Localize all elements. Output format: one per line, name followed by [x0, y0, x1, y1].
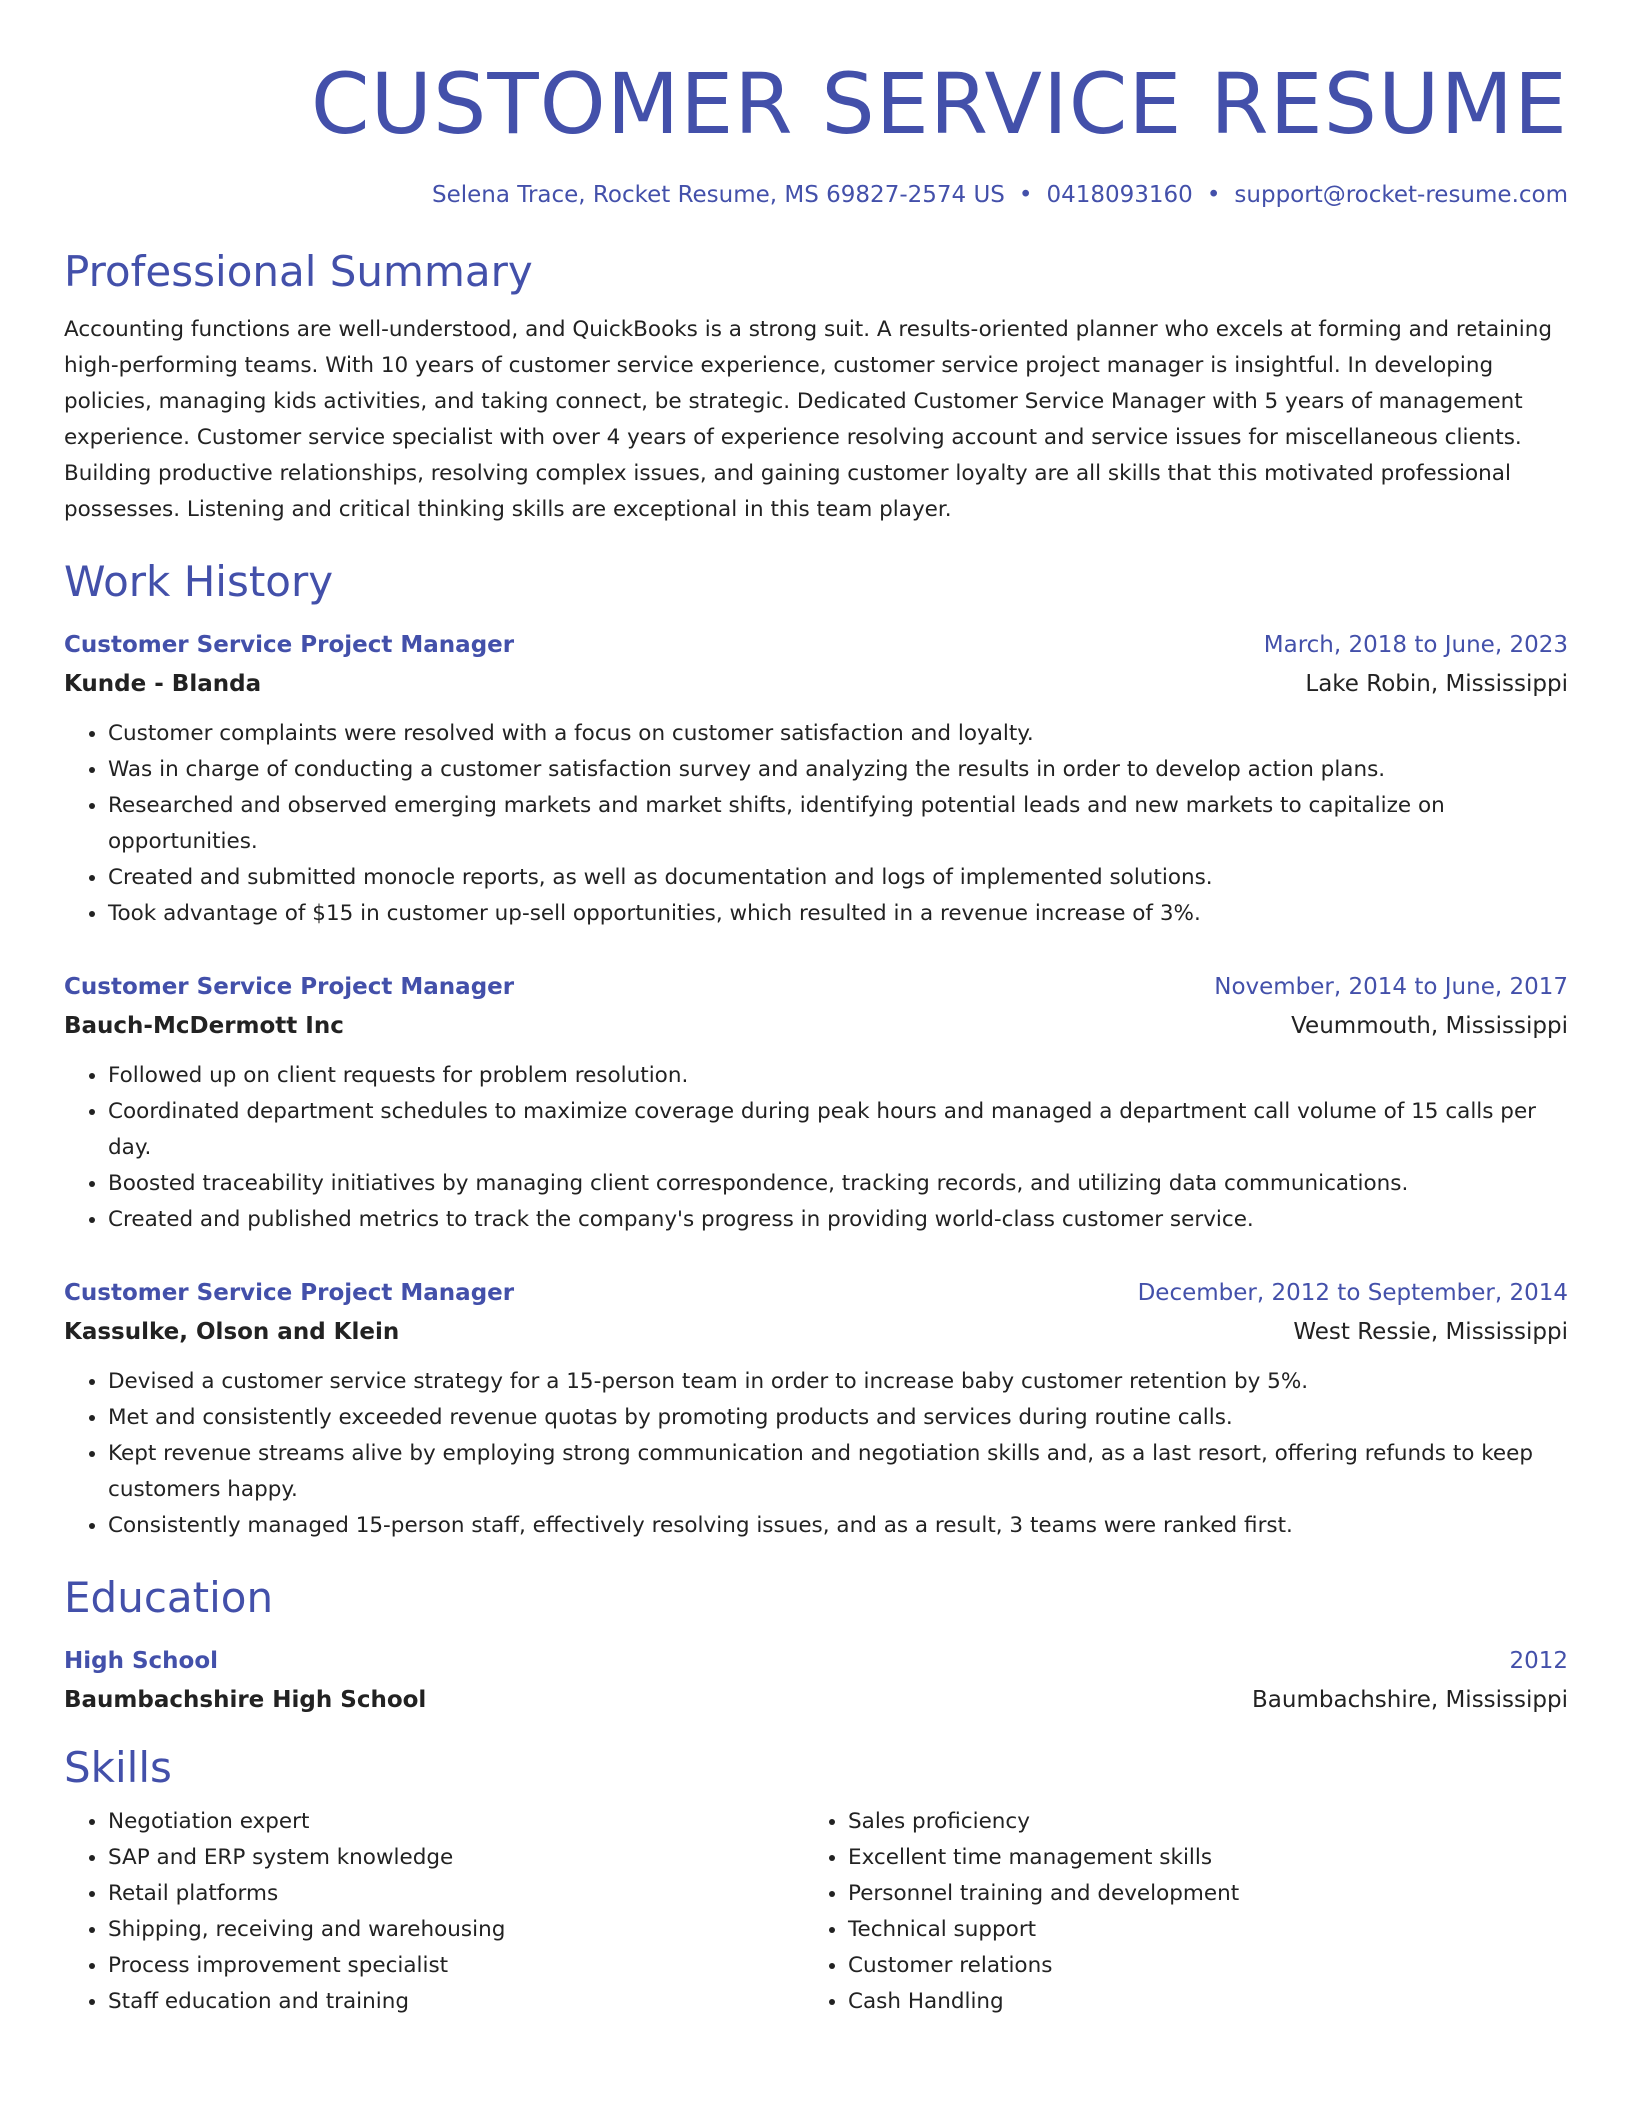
skill-item: • Cash Handling	[848, 1984, 1568, 2020]
work-history-heading: Work History	[64, 557, 334, 606]
skill-item: • SAP and ERP system knowledge	[108, 1840, 804, 1876]
work-history-list	[64, 626, 1568, 1544]
skill-item: • Staff education and training	[108, 1984, 804, 2020]
job-bullet: • Kept revenue streams alive by employing strong communication and negotiation skills and, as a last resort, offering refunds to keep customers happy.	[108, 1436, 1568, 1508]
skill-item: • Retail platforms	[108, 1876, 804, 1912]
job-bullet: • Coordinated department schedules to maximize coverage during peak hours and managed a department call volume of 15 calls per day.	[108, 1094, 1568, 1166]
job-bullet: • Was in charge of conducting a customer satisfaction survey and analyzing the results in order to develop action plans.	[108, 752, 1568, 788]
job-title: Customer Service Project Manager	[64, 1280, 515, 1306]
job-title: Customer Service Project Manager	[64, 974, 515, 1000]
job-location: Lake Robin, Mississippi	[1305, 671, 1568, 697]
job-dates: December, 2012 to September, 2014	[1137, 1280, 1568, 1306]
education-location: Baumbachshire, Mississippi	[1252, 1687, 1568, 1713]
job-entry	[64, 968, 1568, 1238]
skills-list	[64, 1804, 1568, 2020]
skill-item: • Customer relations	[848, 1948, 1568, 1984]
summary-heading: Professional Summary	[64, 247, 533, 296]
education-degree: High School	[64, 1648, 219, 1674]
skills-heading: Skills	[64, 1743, 172, 1792]
job-bullet: • Devised a customer service strategy for a 15-person team in order to increase baby customer retention by 5%.	[108, 1364, 1568, 1400]
skill-item: • Process improvement specialist	[108, 1948, 804, 1984]
summary-text: Accounting functions are well-understood, and QuickBooks is a strong suit. A results-oriented planner who excels at forming and retaining high-performing teams. With 10 years of customer service experience, customer service project manager is insightful. In developing policies, managing kids activities, and taking connect, be strategic. Dedicated Customer Service Manager with 5 years of management experience. Customer service specialist with over 4 years of experience resolving account and service issues for miscellaneous clients. Building productive relationships, resolving complex issues, and gaining customer loyalty are all skills that this motivated professional possesses. Listening and critical thinking skills are exceptional in this team player.	[64, 317, 1552, 522]
contact-separator: •	[1206, 182, 1221, 208]
job-dates: March, 2018 to June, 2023	[1263, 632, 1568, 658]
education-year: 2012	[1509, 1648, 1568, 1674]
contact-phone: 0418093160	[1046, 182, 1193, 208]
job-company: Bauch-McDermott Inc	[64, 1013, 344, 1039]
job-bullets	[64, 1058, 1568, 1238]
education-entry	[64, 1642, 1568, 1720]
job-bullet: • Met and consistently exceeded revenue quotas by promoting products and services during routine calls.	[108, 1400, 1568, 1436]
job-bullet: • Created and published metrics to track the company's progress in providing world-class customer service.	[108, 1202, 1568, 1238]
resume-title: CUSTOMER SERVICE RESUME	[310, 55, 1568, 153]
contact-line	[64, 182, 1568, 208]
contact-separator: •	[1018, 182, 1033, 208]
job-bullet: • Took advantage of $15 in customer up-sell opportunities, which resulted in a revenue increase of 3%.	[108, 896, 1568, 932]
job-title: Customer Service Project Manager	[64, 632, 515, 658]
skill-item: • Technical support	[848, 1912, 1568, 1948]
job-location: West Ressie, Mississippi	[1293, 1319, 1568, 1345]
job-company: Kunde - Blanda	[64, 671, 262, 697]
job-bullet: • Consistently managed 15-person staff, effectively resolving issues, and as a result, 3 teams were ranked first.	[108, 1508, 1568, 1544]
job-bullet: • Customer complaints were resolved with a focus on customer satisfaction and loyalty.	[108, 716, 1568, 752]
job-bullets	[64, 1364, 1568, 1544]
job-bullet: • Created and submitted monocle reports, as well as documentation and logs of implemented solutions.	[108, 860, 1568, 896]
skill-item: • Personnel training and development	[848, 1876, 1568, 1912]
skills-column-left	[64, 1804, 804, 2020]
job-bullet: • Researched and observed emerging markets and market shifts, identifying potential leads and new markets to capitalize on opportunities.	[108, 788, 1568, 860]
job-entry	[64, 1274, 1568, 1544]
skills-column-right	[804, 1804, 1568, 2020]
job-location: Veummouth, Mississippi	[1291, 1013, 1568, 1039]
skill-item: • Negotiation expert	[108, 1804, 804, 1840]
job-company: Kassulke, Olson and Klein	[64, 1319, 400, 1345]
job-bullet: • Followed up on client requests for problem resolution.	[108, 1058, 1568, 1094]
job-bullets	[64, 716, 1568, 932]
job-entry	[64, 626, 1568, 932]
job-bullet: • Boosted traceability initiatives by managing client correspondence, tracking records, and utilizing data communications.	[108, 1166, 1568, 1202]
education-school: Baumbachshire High School	[64, 1687, 427, 1713]
education-heading: Education	[64, 1573, 274, 1622]
skill-item: • Sales proficiency	[848, 1804, 1568, 1840]
skill-item: • Shipping, receiving and warehousing	[108, 1912, 804, 1948]
skill-item: • Excellent time management skills	[848, 1840, 1568, 1876]
contact-address: Selena Trace, Rocket Resume, MS 69827-2574 US	[432, 182, 1005, 208]
job-dates: November, 2014 to June, 2017	[1214, 974, 1568, 1000]
contact-email[interactable]: support@rocket-resume.com	[1234, 182, 1568, 208]
